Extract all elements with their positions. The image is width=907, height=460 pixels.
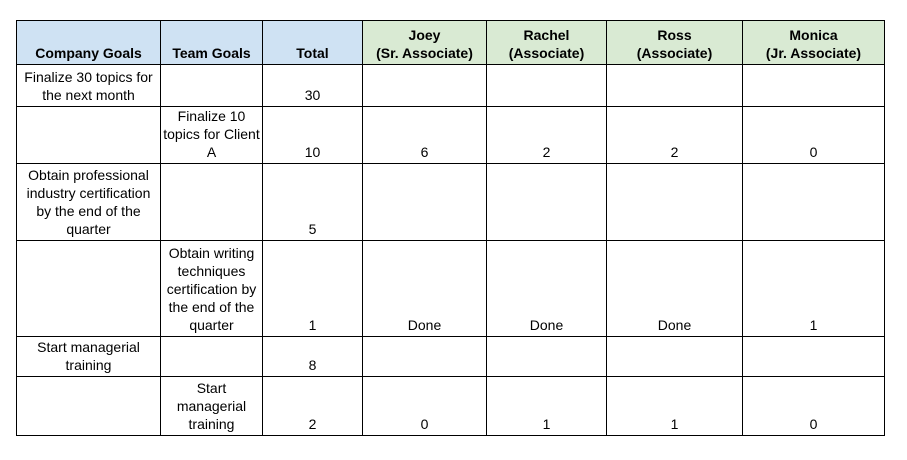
header-row — [17, 21, 885, 65]
header-monica-name: Monica — [789, 27, 838, 43]
table-row — [17, 107, 885, 164]
cell-team-goal[interactable] — [161, 337, 263, 377]
cell-joey[interactable]: Done — [363, 241, 487, 337]
cell-joey[interactable] — [363, 164, 487, 241]
cell-monica[interactable]: 0 — [743, 377, 885, 436]
cell-monica[interactable]: 0 — [743, 107, 885, 164]
cell-total[interactable]: 8 — [263, 337, 363, 377]
header-joey-name: Joey — [408, 27, 441, 43]
cell-total[interactable]: 30 — [263, 65, 363, 107]
table-row — [17, 377, 885, 436]
table-row — [17, 65, 885, 107]
table-row — [17, 164, 885, 241]
cell-total[interactable]: 2 — [263, 377, 363, 436]
table-row — [17, 337, 885, 377]
cell-joey[interactable] — [363, 65, 487, 107]
cell-total[interactable]: 10 — [263, 107, 363, 164]
cell-ross[interactable]: 2 — [607, 107, 743, 164]
cell-team-goal[interactable]: Start managerial training — [161, 377, 263, 436]
cell-rachel[interactable] — [487, 65, 607, 107]
cell-total[interactable]: 5 — [263, 164, 363, 241]
header-monica-title: (Jr. Associate) — [765, 45, 862, 61]
header-rachel[interactable] — [487, 21, 607, 65]
header-rachel-title: (Associate) — [508, 45, 585, 61]
goals-table — [16, 20, 885, 436]
cell-team-goal[interactable] — [161, 164, 263, 241]
cell-ross[interactable] — [607, 65, 743, 107]
cell-monica[interactable] — [743, 65, 885, 107]
cell-ross[interactable] — [607, 337, 743, 377]
header-ross-title: (Associate) — [636, 45, 713, 61]
cell-ross[interactable] — [607, 164, 743, 241]
cell-monica[interactable] — [743, 337, 885, 377]
header-company-goals[interactable]: Company Goals — [17, 21, 161, 65]
cell-company-goal[interactable] — [17, 241, 161, 337]
cell-team-goal[interactable] — [161, 65, 263, 107]
cell-company-goal[interactable] — [17, 107, 161, 164]
cell-team-goal[interactable]: Obtain writing techniques certification by the end of the quarter — [161, 241, 263, 337]
cell-company-goal[interactable]: Finalize 30 topics for the next month — [17, 65, 161, 107]
cell-rachel[interactable] — [487, 164, 607, 241]
cell-rachel[interactable] — [487, 337, 607, 377]
cell-company-goal[interactable]: Start managerial training — [17, 337, 161, 377]
cell-ross[interactable]: Done — [607, 241, 743, 337]
header-team-goals[interactable]: Team Goals — [161, 21, 263, 65]
cell-monica[interactable] — [743, 164, 885, 241]
header-joey[interactable] — [363, 21, 487, 65]
cell-team-goal[interactable]: Finalize 10 topics for Client A — [161, 107, 263, 164]
header-total[interactable]: Total — [263, 21, 363, 65]
cell-joey[interactable] — [363, 337, 487, 377]
cell-rachel[interactable]: Done — [487, 241, 607, 337]
cell-joey[interactable]: 0 — [363, 377, 487, 436]
header-monica[interactable] — [743, 21, 885, 65]
cell-total[interactable]: 1 — [263, 241, 363, 337]
header-ross[interactable] — [607, 21, 743, 65]
cell-joey[interactable]: 6 — [363, 107, 487, 164]
header-ross-name: Ross — [657, 27, 692, 43]
cell-ross[interactable]: 1 — [607, 377, 743, 436]
cell-company-goal[interactable] — [17, 377, 161, 436]
cell-company-goal[interactable]: Obtain professional industry certification by the end of the quarter — [17, 164, 161, 241]
cell-monica[interactable]: 1 — [743, 241, 885, 337]
cell-rachel[interactable]: 1 — [487, 377, 607, 436]
cell-rachel[interactable]: 2 — [487, 107, 607, 164]
header-joey-title: (Sr. Associate) — [376, 45, 473, 61]
header-rachel-name: Rachel — [523, 27, 570, 43]
table-row — [17, 241, 885, 337]
